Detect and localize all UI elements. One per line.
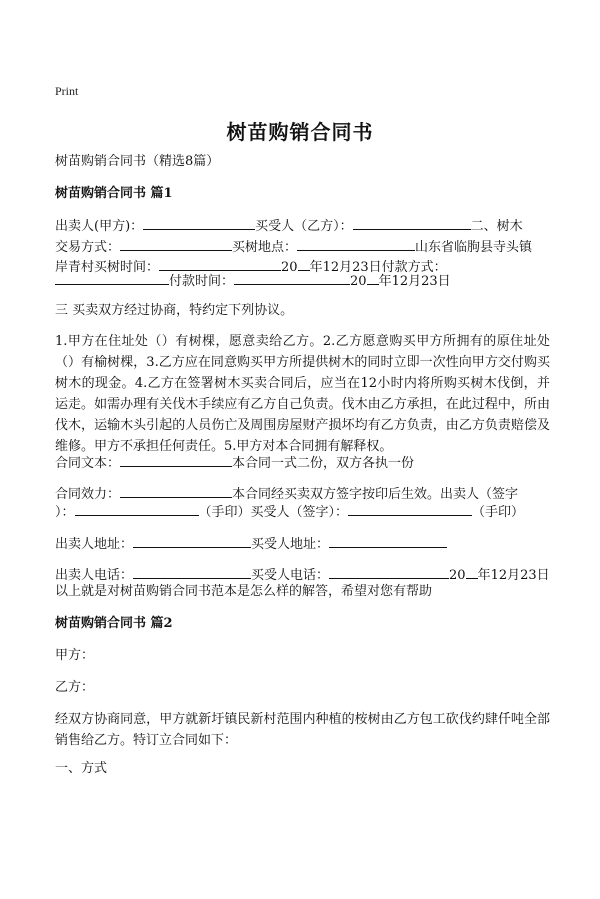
document-subtitle: 树苗购销合同书（精选8篇） — [55, 154, 220, 169]
phone-twenty: 20 — [449, 568, 466, 583]
validity-blank — [120, 483, 232, 498]
sign-line-a: ）： — [55, 505, 75, 520]
date-twenty: 20 — [281, 260, 298, 275]
print-link[interactable]: Print — [55, 84, 79, 98]
village-label: 岸青村买树时间： — [55, 260, 160, 275]
location-label: 买树地点： — [232, 240, 298, 255]
agreement-terms: 1.甲方在住址处（）有树棵，愿意卖给乙方。2.乙方愿意购买甲方所拥有的原住址处（）有榆树棵，3.乙方应在同意购买甲方所提供树木的同时立即一次性向甲方交付购买树木的现金。4.乙方在签署树木买卖合同后，应当在12小时内将所购买树木伐倒，并运走。如需办理有关伐木手续应有乙方自己负责。伐木由乙方承担，在此过程中，所由伐木，运输木头引起的人员伤亡及周围房屋财产损坏均有乙方负责，由乙方负责赔偿及维修。甲方不承担任何责任。5.甲方对本合同拥有解释权。 — [55, 334, 550, 454]
pay-time-label: 付款时间： — [169, 274, 235, 289]
date-rest: 年12月23日付款方式： — [309, 260, 447, 275]
location-blank — [297, 236, 415, 251]
section-2-paragraph: 经双方协商同意，甲方就新圩镇民新村范围内种植的桉树由乙方包工砍伐约肆仟吨全部销售给乙方。特订立合同如下： — [55, 712, 550, 748]
contract-text-label: 合同文本： — [55, 456, 121, 471]
method-heading: 一、方式 — [55, 761, 108, 776]
section-2-heading: 树苗购销合同书 篇2 — [55, 616, 173, 631]
agreement-intro: 三 买卖双方经过协商，特约定下列协议。 — [55, 303, 294, 318]
phone-year-blank — [466, 564, 478, 579]
year-blank-2 — [367, 270, 379, 285]
location-value: 山东省临朐县寺头镇 — [415, 240, 533, 255]
date-rest-2: 年12月23日 — [378, 274, 451, 289]
contract-text-rest: 本合同一式二份，双方各执一份 — [232, 456, 415, 471]
contract-text-blank — [120, 452, 232, 467]
buy-time-blank — [159, 256, 281, 271]
buyer-sign-blank — [348, 501, 472, 516]
validity-rest: 本合同经买卖双方签字按印后生效。出卖人（签字 — [232, 487, 519, 502]
buyer-label: 买受人（乙方）： — [255, 219, 353, 234]
buyer-address-blank — [329, 533, 447, 548]
pay-time-blank — [234, 270, 350, 285]
trade-method-blank — [120, 236, 232, 251]
buyer-phone-blank — [329, 564, 449, 579]
handprint-label-1: （手印）买受人（签字）： — [198, 505, 349, 520]
phone-date-rest: 年12月23日 — [477, 568, 550, 583]
seller-blank — [143, 215, 255, 230]
party-b-label: 乙方： — [55, 680, 95, 695]
validity-label: 合同效力： — [55, 487, 121, 502]
buyer-address-label: 买受人地址： — [251, 537, 330, 552]
seller-sign-blank — [75, 501, 199, 516]
seller-address-blank — [133, 533, 251, 548]
handprint-label-2: （手印） — [472, 505, 525, 520]
seller-phone-label: 出卖人电话： — [55, 568, 134, 583]
buyer-blank — [353, 215, 471, 230]
document-title: 树苗购销合同书 — [226, 120, 374, 144]
seller-phone-blank — [133, 564, 251, 579]
closing-remark: 以上就是对树苗购销合同书范本是怎么样的解答，希望对您有帮助 — [55, 584, 433, 599]
seller-label: 出卖人(甲方)： — [55, 219, 144, 234]
seller-address-label: 出卖人地址： — [55, 537, 134, 552]
section-1-heading: 树苗购销合同书 篇1 — [55, 186, 173, 201]
item2-label: 二、树木 — [470, 219, 523, 234]
payment-method-blank — [55, 270, 169, 285]
year-blank — [298, 256, 310, 271]
trade-method-label: 交易方式： — [55, 240, 121, 255]
buyer-phone-label: 买受人电话： — [251, 568, 330, 583]
party-a-label: 甲方： — [55, 648, 95, 663]
date-twenty-2: 20 — [350, 274, 367, 289]
